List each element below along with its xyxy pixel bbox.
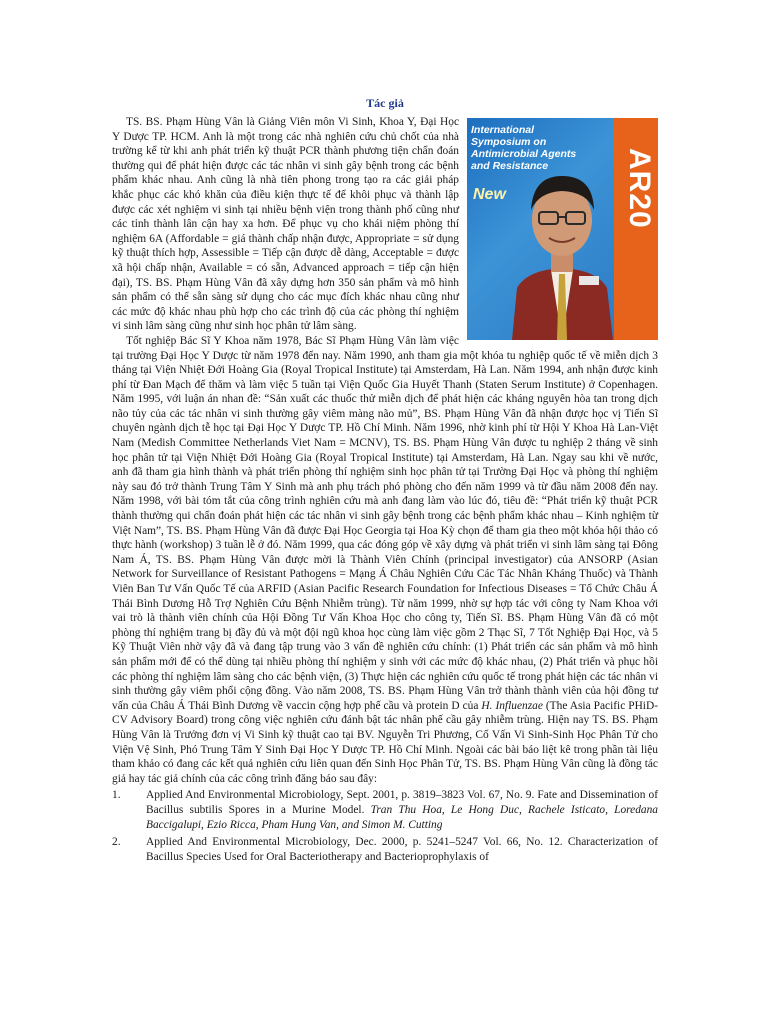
reference-text: Applied And Environmental Microbiology, Sept. 2001, p. 3819–3823 Vol. 67, No. 9. Fate and Dissemination of Bacillus subtilis Spores in a Murine Model.: [146, 789, 658, 816]
document-page: [112, 96, 658, 867]
body-paragraph: [112, 334, 658, 786]
reference-item: [112, 788, 658, 832]
reference-list: [112, 788, 658, 864]
intro-paragraph: TS. BS. Phạm Hùng Vân là Giảng Viên môn Vi Sinh, Khoa Y, Đại Học Y Dược TP. HCM. Anh là một trong các nhà nghiên cứu chủ chốt của nhà trường kể từ khi anh phát triển kỹ thuật PCR thành phương tiện chẩn đoán thường qui để phát hiện được các tác nhân vi sinh gây bệnh trong các bệnh phẩm khác nhau. Anh cũng là nhà tiên phong trong tạo ra các giải pháp khắc phục các khó khăn của điều kiện thực tế để khôi phục và thành lập được các xét nghiệm vi sinh tại nhiều bệnh viện trong thành phố cũng như các tỉnh thành lân cận hay xa hơn. Để phục vụ cho khái niệm phòng thí nghiệm 6A (Affordable = giá thành chấp nhận được, Appropriate = sử dụng kỹ thuật thích hợp, Assessible = Tiếp cận được dễ dàng, Acceptable = được xã hội chấp nhận, Available = có sẵn, Advanced approach = tiếp cận hiện đại), TS. BS. Phạm Hùng Vân đã xây dựng hơn 350 sản phẩm và mô hình sản phẩm có thể sẵn sàng sử dụng cho các mục đích khác nhau cũng như các mức độ khác nhau phù hợp cho các trình độ của các phòng thí nghiệm vi sinh lâm sàng cũng như sinh học phân tử lâm sàng.: [112, 116, 459, 333]
body-text-part2: (The Asia Pacific PHiD-CV Advisory Board) trong công việc nghiên cứu đánh bật tác nhân phế cầu gây nhiễm trùng. Hiện nay TS. BS. Phạm Hùng Vân là Trưởng đơn vị Vi Sinh kỹ thuật cao tại BV. Nguyễn Tri Phương, Cố Vấn Vi Sinh-Sinh Học Phân Tử cho Viện Vệ Sinh, Phó Trung Tâm Y Sinh Đại Học Y Dược TP. Hồ Chí Minh. Ngoài các bài báo liệt kê trong phần tài liệu tham khảo có đang các kết quả nghiên cứu liên quan đến Sinh Học Phân Tử, TS. BS. Phạm Hùng Vân cũng là đồng tác giả hay tác giả chính của các công trình đăng báo sau đây:: [112, 699, 658, 785]
photo-new-text: New: [473, 186, 506, 203]
reference-number: 1.: [112, 789, 121, 802]
reference-item: [112, 835, 658, 864]
body-text-part1: Tốt nghiệp Bác Sĩ Y Khoa năm 1978, Bác Sĩ Phạm Hùng Vân làm việc tại trường Đại Học Y Dược từ năm 1978 đến nay. Năm 1990, anh tham gia một khóa tu nghiệp quốc tế về miễn dịch 3 tháng tại Viện Nhiệt Đới Hoàng Gia (Royal Tropical Institute) tại Amsterdam, Hà Lan. Năm 1994, anh nhận được kinh phí từ Đan Mạch để thăm và làm việc 5 tuần tại Viện Quốc Gia Huyết Thanh (Staten Serum Institute) ở Copenhagen. Năm 1995, với luận án nhan đề: “Sản xuất các thuốc thử miễn dịch để phát hiện các kháng nguyên hòa tan trong dịch não tủy của các tác nhân vi sinh thường gây viêm màng não mủ”, BS. Phạm Hùng Vân đã nhận được học vị Tiến Sĩ chuyên ngành dịch tễ học tại Đại Học Y Dược TP. Hồ Chí Minh. Năm 1996, nhờ kinh phí từ Hội Y Khoa Hà Lan-Việt Nam (Medish Committee Netherlands Viet Nam = MCNV), TS. BS. Phạm Hùng Vân được tu nghiệp 2 tháng về sinh học phân tử tại Viện Nhiệt Đới Hoàng Gia (Royal Tropical Institute) tại Amsterdam, Hà Lan. Ngay sau khi về nước, anh đã tham gia hình thành và phát triển phòng thí nghiệm sinh học phân tử tại Trường Đại Học và phòng thí nghiệm này sau đó trở thành Trung Tâm Y Sinh mà anh phụ trách phó phòng cho đến năm 1999 và từ đầu năm 2008 đến nay. Năm 1998, với bài tóm tắt của công trình nghiên cứu mà anh đang làm vào lúc đó, tiêu đề: “Phát triển kỹ thuật PCR thành thường qui chẩn đoán phát hiện các tác nhân vi sinh gây bệnh trong các bệnh phẩm khác nhau – Kinh nghiệm từ Việt Nam”, TS. BS. Phạm Hùng Vân đã được Đại Học Georgia tại Hoa Kỳ chọn để tham gia theo một khóa hội thảo có thực hành (workshop) 3 tuần lễ ở đó. Năm 1999, qua các đóng góp về xây dựng và phát triển vi sinh lâm sàng tại Đông Nam Á, TS. BS. Phạm Hùng Vân được mời là Thành Viên Chính (principal investigator) của ANSORP (Asian Network for Surveillance of Resistant Pathogens = Mạng Á Châu Nghiên Cứu Các Tác Nhân Kháng Thuốc) và Thành Viên Ban Tư Vấn Quốc Tế của ARFID (Asian Pacific Research Foundation for Infectious Diseases = Tổ Chức Châu Á Thái Bình Dương Hỗ Trợ Nghiên Cứu Bệnh Nhiễm trùng). Từ năm 1999, nhờ sự hợp tác với công ty Nam Khoa với vai trò là thành viên chính của Hội Đồng Tư Vấn Khoa Học cho công ty, Tiến Sĩ. BS. Phạm Hùng Vân đã có một phòng thí nghiệm trang bị đầy đủ và một đội ngũ khoa học cùng làm việc gồm 2 Thạc Sĩ, 7 Tốt Nghiệp Đại Học, và 5 Kỹ Thuật Viên nhờ vậy đã và đang tập trung vào 3 vấn đề nghiên cứu chính: (1) Phát triển các sản phẩm và mô hình sản phẩm mới để có thể dùng tại nhiều phòng thí nghiệm y sinh với các mức độ khác nhau, (2) Phát triển và phục hồi các phòng thí nghiệm lâm sàng cho các bệnh viện, (3) Thực hiện các nghiên cứu quốc tế trong phát hiện các tác nhân vi sinh thường gây viêm phổi cộng đồng. Vào năm 2008, TS. BS. Phạm Hùng Vân trở thành thành viên của hội đồng tư vấn của Châu Á Thái Bình Dương về vaccin cộng hợp phế cầu và protein D của: [112, 334, 658, 712]
reference-text: Applied And Environmental Microbiology, Dec. 2000, p. 5241–5247 Vol. 66, No. 12. Characterization of Bacillus Species Used for Oral Bacteriotherapy and Bacterioprophylaxis of: [146, 836, 658, 863]
author-photo: [467, 118, 658, 340]
section-heading: Tác giả: [366, 96, 404, 110]
photo-side-text: AR20: [623, 148, 656, 229]
body-italic-text: H. Influenzae: [481, 699, 543, 712]
reference-authors: Tran Thu Hoa, Le Hong Duc, Rachele Isticato, Loredana Baccigalupi, Ezio Ricca, Pham Hung Van, and Simon M. Cutting: [146, 803, 658, 831]
reference-number: 2.: [112, 836, 121, 849]
photo-banner-text: International Symposium on Antimicrobial Agents and Resistance: [471, 124, 577, 172]
person-figure: [507, 158, 617, 340]
